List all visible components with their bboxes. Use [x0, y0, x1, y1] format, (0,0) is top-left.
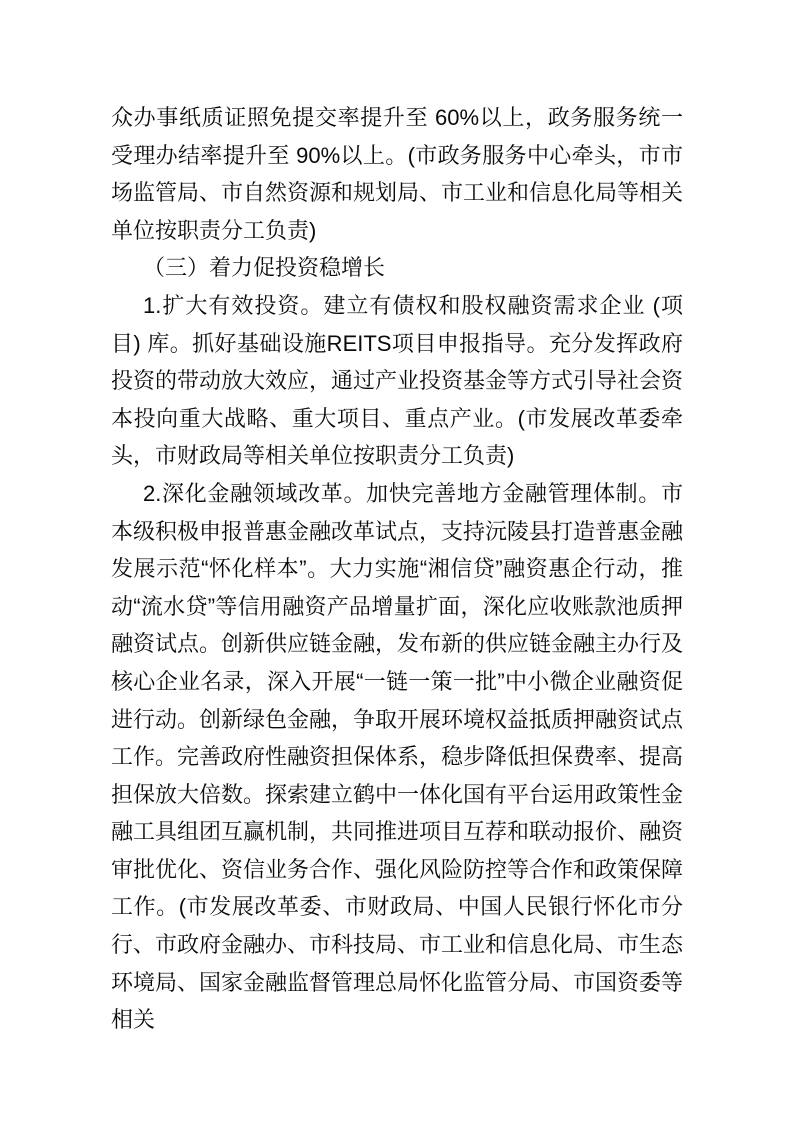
- paragraph-continuation: 众办事纸质证照免提交率提升至 60%以上，政务服务统一受理办结率提升至 90%以上。(市政务服务中心牵头，市市场监管局、市自然资源和规划局、市工业和信息化局等相关单位按职责分工负责): [111, 105, 684, 243]
- section-heading: （三）着力促投资稳增长: [143, 255, 386, 281]
- paragraph-item-2: 2.深化金融领域改革。加快完善地方金融管理体制。市本级积极申报普惠金融改革试点，支持沅陵县打造普惠金融发展示范“怀化样本”。大力实施“湘信贷”融资惠企行动，推动“流水贷”等信用融资产品增量扩面，深化应收账款池质押融资试点。创新供应链金融，发布新的供应链金融主办行及核心企业名录，深入开展“一链一策一批”中小微企业融资促进行动。创新绿色金融，争取开展环境权益抵质押融资试点工作。完善政府性融资担保体系，稳步降低担保费率、提高担保放大倍数。探索建立鹤中一体化国有平台运用政策性金融工具组团互赢机制，共同推进项目互荐和联动报价、融资审批优化、资信业务合作、强化风险防控等合作和政策保障工作。(市发展改革委、市财政局、中国人民银行怀化市分行、市政府金融办、市科技局、市工业和信息化局、市生态环境局、国家金融监督管理总局怀化监管分局、市国资委等相关: [111, 480, 684, 1033]
- document-content: [111, 99, 683, 1039]
- paragraph-item-1: 1.扩大有效投资。建立有债权和股权融资需求企业 (项目) 库。抓好基础设施REITS项目申报指导。充分发挥政府投资的带动放大效应，通过产业投资基金等方式引导社会资本投向重大战略、重大项目、重点产业。(市发展改革委牵头，市财政局等相关单位按职责分工负责): [111, 292, 684, 469]
